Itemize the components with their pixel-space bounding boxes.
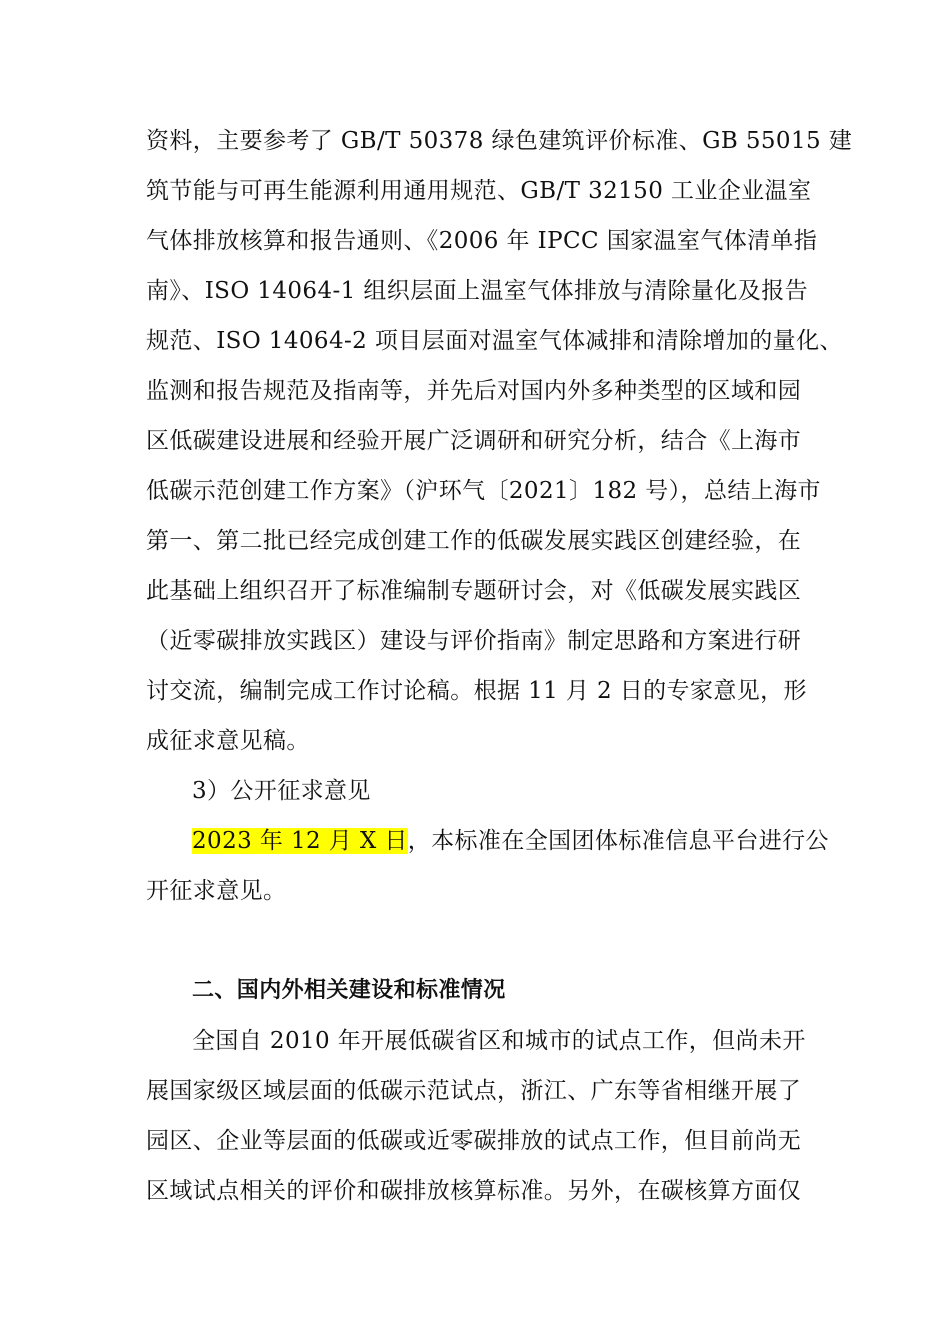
paragraph-line: 筑节能与可再生能源利用通用规范、GB/T 32150 工业企业温室 <box>146 178 812 204</box>
paragraph-line: 成征求意见稿。 <box>146 728 310 754</box>
highlighted-date: 2023 年 12 月 X 日 <box>192 828 408 854</box>
paragraph-line: 低碳示范创建工作方案》（沪环气〔2021〕182 号），总结上海市 <box>146 478 821 504</box>
item3-line-2: 开征求意见。 <box>146 878 287 904</box>
item3-line <box>192 826 862 856</box>
item3-title: 3）公开征求意见 <box>192 778 371 804</box>
paragraph-line: 南》、ISO 14064-1 组织层面上温室气体排放与清除量化及报告 <box>146 278 808 304</box>
paragraph-line: 园区、企业等层面的低碳或近零碳排放的试点工作，但目前尚无 <box>146 1128 802 1154</box>
paragraph-line: 区域试点相关的评价和碳排放核算标准。另外，在碳核算方面仅 <box>146 1178 802 1204</box>
paragraph-line: 区低碳建设进展和经验开展广泛调研和研究分析，结合《上海市 <box>146 428 802 454</box>
paragraph-line: 讨交流，编制完成工作讨论稿。根据 11 月 2 日的专家意见，形 <box>146 678 807 704</box>
section-heading: 二、国内外相关建设和标准情况 <box>192 978 506 1003</box>
paragraph-line: （近零碳排放实践区）建设与评价指南》制定思路和方案进行研 <box>146 628 802 654</box>
paragraph-line: 资料，主要参考了 GB/T 50378 绿色建筑评价标准、GB 55015 建 <box>146 128 853 154</box>
item3-text: ，本标准在全国团体标准信息平台进行公 <box>407 828 829 854</box>
paragraph-line: 此基础上组织召开了标准编制专题研讨会，对《低碳发展实践区 <box>146 578 802 604</box>
paragraph-line: 全国自 2010 年开展低碳省区和城市的试点工作，但尚未开 <box>192 1028 806 1054</box>
paragraph-line: 第一、第二批已经完成创建工作的低碳发展实践区创建经验，在 <box>146 528 802 554</box>
paragraph-line: 气体排放核算和报告通则、《2006 年 IPCC 国家温室气体清单指 <box>146 228 818 254</box>
paragraph-line: 监测和报告规范及指南等，并先后对国内外多种类型的区域和园 <box>146 378 802 404</box>
paragraph-line: 展国家级区域层面的低碳示范试点，浙江、广东等省相继开展了 <box>146 1078 802 1104</box>
paragraph-line: 规范、ISO 14064-2 项目层面对温室气体减排和清除增加的量化、 <box>146 328 843 354</box>
